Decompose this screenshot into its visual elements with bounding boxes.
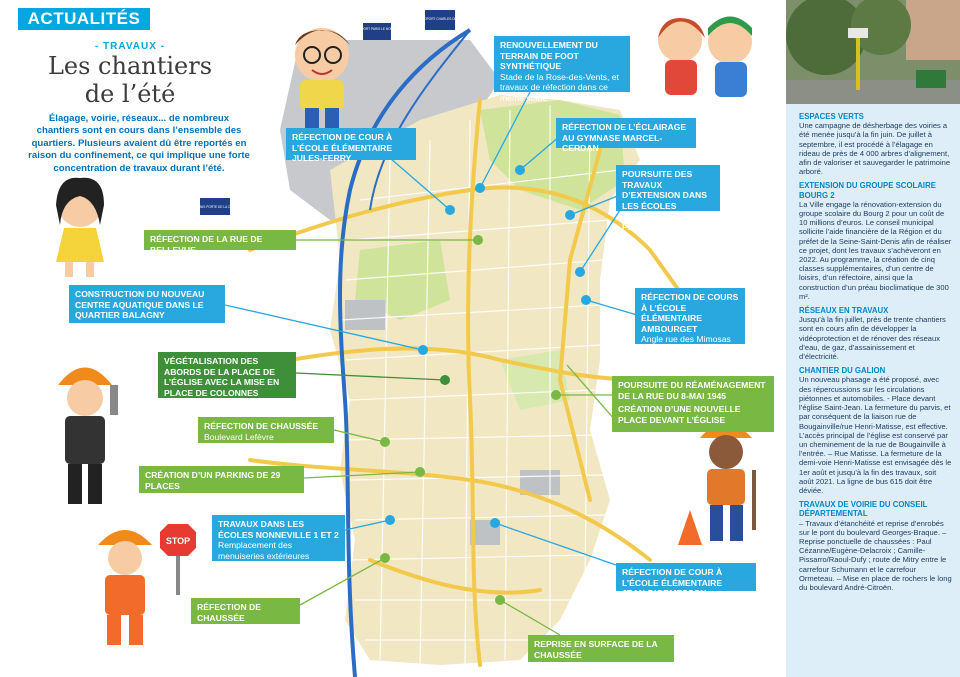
panel-body: Un nouveau phasage a été proposé, avec des répercussions sur les circulations piétonnes et automobiles. - Place devant l’église Saint-Jean. La fermeture du parvis, et par conséquent de la liaison rue de Bougainville/rue Henri-Matisse, est effective. L’accès principal de l’église est conservé par un cheminement de la rue de Bougainville à l’entrée. – Rue Matisse. La fermeture de la demi-voie Henri-Matisse est envisagée dès le 1er août et jusqu’à la fin des travaux, soit août 2021. La ligne de bus 615 doit être déviée. xyxy=(799,375,952,495)
kicker: - TRAVAUX - xyxy=(94,41,166,52)
callout-heading: POURSUITE DES TRAVAUX D’EXTENSION DANS LES ÉCOLES SAVIGNY ET PERRIÈRES xyxy=(622,169,707,232)
marker xyxy=(415,467,425,477)
panel-body: – Travaux d’étanchéité et reprise d’enrobés sur le pont du boulevard Georges-Braque. – Reprise ponctuelle de chaussées : Paul Cézanne/Eugène-Delacroix ; Camille-Pissarro/Raoul-Dufy ; route de Mitry entre le carrefour Schumann et le carrefour Ormeteau. – Mise en place de rochers le long du boulevard André-Citroën. xyxy=(799,518,952,592)
saint-denis-sign xyxy=(185,198,244,215)
page-title xyxy=(0,52,260,108)
callout-nonneville xyxy=(212,515,345,561)
side-panel xyxy=(786,104,960,677)
callout-bellevue xyxy=(144,230,296,255)
svg-text:SAINT-DENIS PORTE DE LA CHAPEL: SAINT-DENIS PORTE DE LA CHAPELLE xyxy=(185,205,245,209)
callout-sub: Avenue des Pavillons-sous-Bois xyxy=(534,660,657,671)
title-line-2: de l’été xyxy=(84,80,176,108)
worker-illustration-right xyxy=(678,423,756,545)
callout-heading: RÉFECTION DE CHAUSSÉE xyxy=(204,421,319,431)
panel-heading: CHANTIER DU GALION xyxy=(799,366,886,376)
marker xyxy=(380,437,390,447)
marker xyxy=(475,183,485,193)
callout-heading: RÉFECTION DE COURS À L’ÉCOLE ÉLÉMENTAIRE AMBOURGET xyxy=(641,292,739,334)
callout-heading: CONSTRUCTION DU NOUVEAU CENTRE AQUATIQUE DANS LE QUARTIER BALAGNY xyxy=(75,289,205,321)
panel-body: Jusqu’à la fin juillet, près de trente chantiers sont en cours afin de développer la vidéoprotection et de rénover des réseaux d’eau, de gaz, d’assainissement et d’électricité. xyxy=(799,315,946,362)
title-line-1: Les chantiers xyxy=(47,52,213,80)
callout-sub: Stade de la Rose-des-Vents, et travaux de réfection dans ce même stade xyxy=(500,71,619,103)
marker xyxy=(575,267,585,277)
section-tag: ACTUALITÉS xyxy=(18,8,150,30)
callout-heading: RENOUVELLEMENT DU TERRAIN DE FOOT SYNTHÉTIQUE xyxy=(500,40,598,72)
callout-heading: RÉFECTION DE COUR À L’ÉCOLE ÉLÉMENTAIRE JULES-FERRY xyxy=(292,132,393,164)
callout-sub: Boulevard de Strasbourg xyxy=(197,623,293,634)
callout-savigny xyxy=(616,165,720,232)
airport-sign-2 xyxy=(410,10,470,30)
callout-heading-2: CRÉATION D’UNE NOUVELLE PLACE DEVANT L’ÉGLISE xyxy=(618,404,741,425)
callout-sub: Boulevard Lefèvre xyxy=(204,431,274,442)
callout-gymnase xyxy=(556,118,696,154)
callout-aquatique xyxy=(69,285,225,323)
block xyxy=(345,300,385,330)
marker xyxy=(515,165,525,175)
tree-pruning-photo xyxy=(786,0,960,104)
callout-heading: VÉGÉTALISATION DES ABORDS DE LA PLACE DE L’ÉGLISE AVEC LA MISE EN PLACE DE COLONNES FLEURIES xyxy=(164,356,280,409)
callout-heading: RÉFECTION DE LA RUE DE BELLEVUE xyxy=(150,234,263,255)
callout-jean-dormesson xyxy=(616,563,756,599)
callout-foot-terrain xyxy=(494,36,630,103)
callout-heading: RÉFECTION DE L’ÉCLAIRAGE AU GYMNASE MARCEL-CERDAN xyxy=(562,122,687,154)
callout-vegetalisation xyxy=(158,352,296,409)
intro-text: Élagage, voirie, réseaux... de nombreux chantiers sont en cours dans l’ensemble des quartiers. Plusieurs avaient dû être reportés en raison du confinement, ce qui implique une forte concentration de travaux durant l’été. xyxy=(28,113,250,174)
photo-image xyxy=(786,0,960,104)
callout-parking xyxy=(139,466,304,502)
marker xyxy=(445,205,455,215)
callout-heading: RÉFECTION DE COUR À L’ÉCOLE ÉLÉMENTAIRE JEAN-D’ORMESSON xyxy=(622,567,723,599)
callout-heading: CRÉATION D’UN PARKING DE 29 PLACES xyxy=(145,470,281,491)
callout-8-mai xyxy=(612,376,774,432)
marker xyxy=(565,210,575,220)
marker xyxy=(440,375,450,385)
worker-illustration-stop xyxy=(98,524,196,645)
callout-sub: 14-16, rue du Docteur Roux xyxy=(145,491,252,502)
panel-heading: RÉSEAUX EN TRAVAUX xyxy=(799,306,889,316)
callout-heading: POURSUITE DU RÉAMÉNAGEMENT DE LA RUE DU 8-MAI 1945 xyxy=(618,380,766,401)
marker xyxy=(385,515,395,525)
callout-sub: Angle rue des Mimosas et rue des Ormes xyxy=(641,334,731,355)
callout-lefevre xyxy=(198,417,334,443)
stop-sign-label: STOP xyxy=(165,536,191,546)
marker xyxy=(473,235,483,245)
marker xyxy=(490,518,500,528)
panel-heading: ESPACES VERTS xyxy=(799,112,864,121)
callout-ambourget xyxy=(635,288,745,355)
callout-heading: REPRISE EN SURFACE DE LA CHAUSSÉE xyxy=(534,639,658,660)
callout-heading: TRAVAUX DANS LES ÉCOLES NONNEVILLE 1 ET 2 xyxy=(218,519,339,540)
panel-heading: TRAVAUX DE VOIRIE DU CONSEIL DÉPARTEMENTAL xyxy=(799,500,928,519)
marker xyxy=(551,390,561,400)
marker xyxy=(418,345,428,355)
marker xyxy=(581,295,591,305)
airport-sign-1 xyxy=(352,23,401,40)
svg-text:CDG AÉROPORT CHARLES DE GAULLE: CDG AÉROPORT CHARLES DE GAULLE xyxy=(409,17,471,21)
panel-body: Une campagne de désherbage des voiries a été menée jusqu’à la fin juin. De juillet à septembre, il est procédé à l’élagage en rideau de près de 4 000 arbres d’alignement, afin de valoriser et sauvegarder le patrimoine arboré. xyxy=(799,121,951,177)
marker xyxy=(380,553,390,563)
callout-pavillons xyxy=(528,635,674,671)
svg-text:AÉROPORT PARIS LE BOURGET: AÉROPORT PARIS LE BOURGET xyxy=(352,27,402,31)
kids-illustration xyxy=(658,17,752,98)
callout-jules-ferry xyxy=(286,128,416,164)
marker xyxy=(495,595,505,605)
girl-illustration xyxy=(56,178,104,277)
panel-body: La Ville engage la rénovation-extension du groupe scolaire du Bourg 2 pour un coût de 10 millions d’euros. Le conseil municipal sollicite l’aide financière de la Région et du préfet de la Seine-Saint-Denis afin de réaliser ce projet, dont les travaux s’achèveront en 2022. Au programme, la création de cinq classes supplémentaires, d’un centre de loisirs, d’un réfectoire, ainsi que la construction d’un préau bioclimatique de 300 m². xyxy=(799,199,952,301)
panel-heading: EXTENSION DU GROUPE SCOLAIRE BOURG 2 xyxy=(799,181,936,200)
callout-heading: RÉFECTION DE CHAUSSÉE xyxy=(197,602,261,623)
callout-strasbourg xyxy=(191,598,300,634)
callout-sub: Remplacement des menuiseries extérieures xyxy=(218,540,310,561)
worker-illustration-left xyxy=(58,368,118,505)
